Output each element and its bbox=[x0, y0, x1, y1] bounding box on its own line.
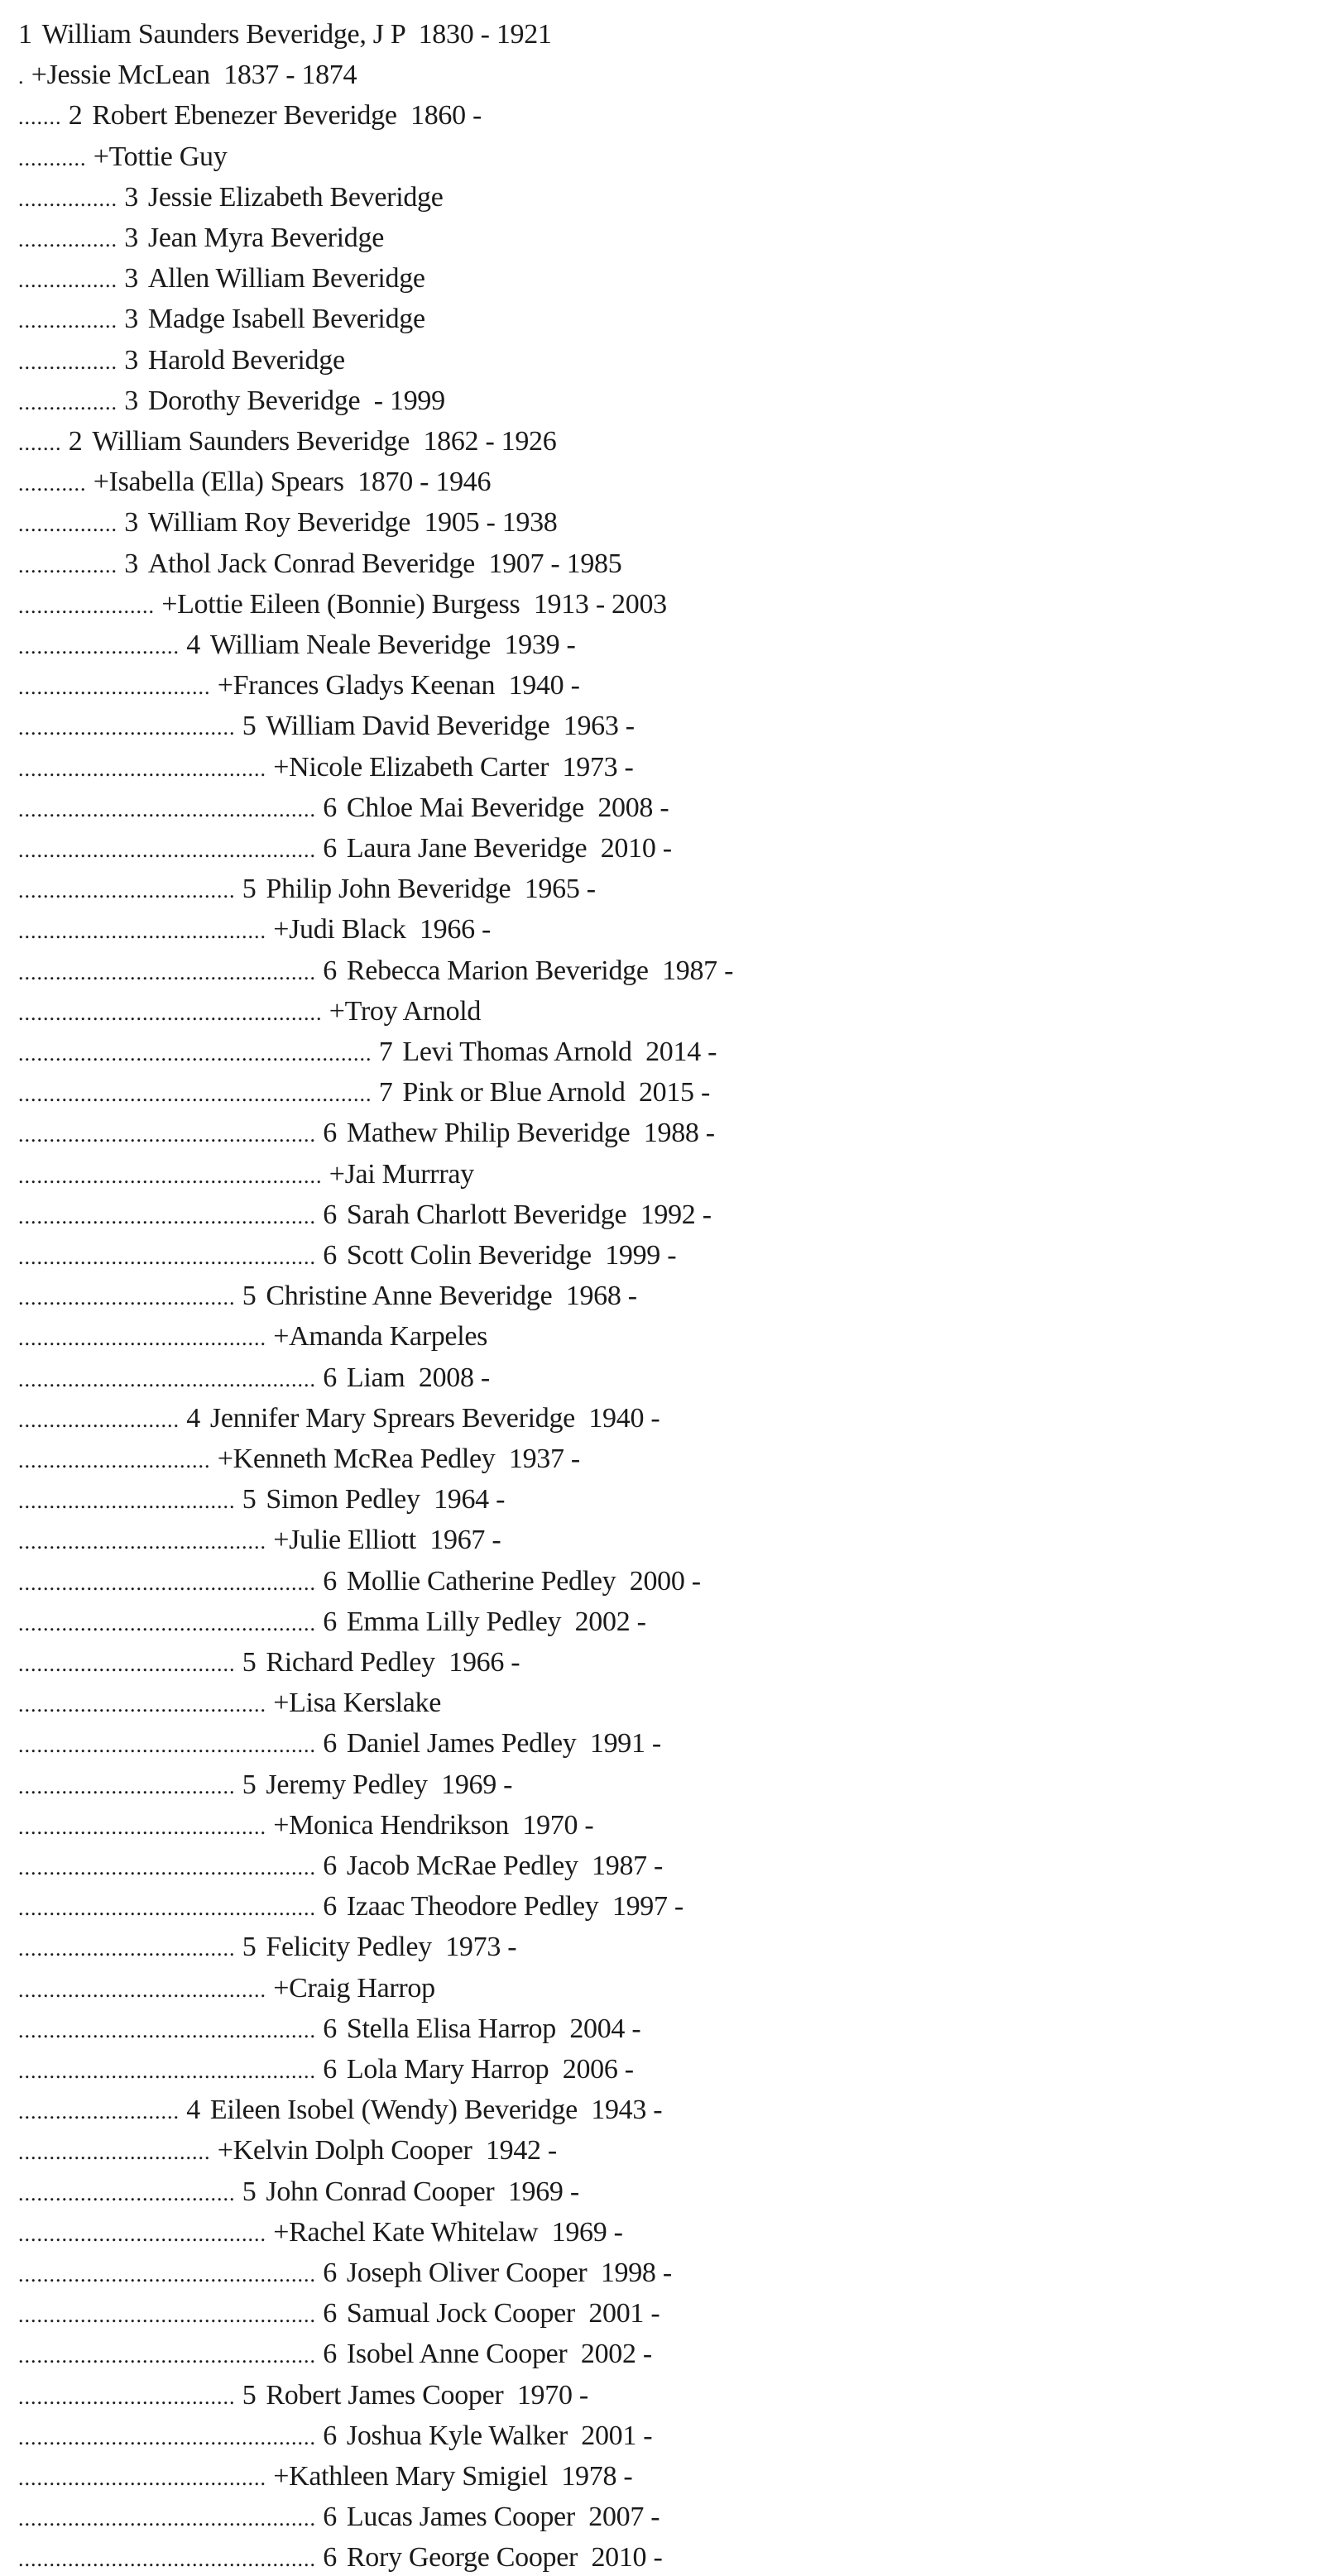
generation-number: 6 bbox=[323, 1851, 337, 1881]
indent-leader: ................ bbox=[18, 268, 118, 293]
person-name: Lucas James Cooper bbox=[346, 2502, 575, 2533]
indent-leader: ........................................ bbox=[18, 1693, 266, 1717]
person-entry bbox=[18, 1402, 660, 1435]
generation-number: 1 bbox=[18, 19, 32, 50]
indent-leader: ................................... bbox=[18, 1652, 236, 1676]
person-name: Sarah Charlott Beveridge bbox=[346, 1199, 627, 1230]
person-entry bbox=[18, 1565, 701, 1598]
life-dates: 1998 - bbox=[600, 2258, 672, 2288]
generation-number: 6 bbox=[323, 2298, 337, 2329]
indent-leader: ....... bbox=[18, 105, 62, 130]
person-name: Jeremy Pedley bbox=[266, 1769, 428, 1800]
person-entry bbox=[18, 181, 444, 214]
indent-leader: ................ bbox=[18, 512, 118, 537]
indent-leader: ................ bbox=[18, 186, 118, 211]
person-name: +Amanda Karpeles bbox=[273, 1321, 488, 1353]
generation-number: 4 bbox=[186, 630, 200, 660]
indent-leader: . bbox=[18, 65, 25, 89]
person-entry bbox=[18, 1076, 710, 1109]
generation-number: 2 bbox=[68, 426, 83, 457]
person-name: +Kelvin Dolph Cooper bbox=[217, 2135, 472, 2167]
indent-leader: ................................................ bbox=[18, 1896, 316, 1921]
person-entry bbox=[18, 262, 425, 295]
life-dates: 1837 - 1874 bbox=[223, 60, 357, 91]
generation-number: 4 bbox=[186, 1402, 200, 1434]
life-dates: 1988 - bbox=[643, 1118, 715, 1149]
indent-leader: ........................................ bbox=[18, 2221, 266, 2246]
person-name: Athol Jack Conrad Beveridge bbox=[147, 548, 475, 579]
generation-number: 3 bbox=[124, 507, 138, 539]
person-entry bbox=[18, 2094, 662, 2127]
person-name: +Frances Gladys Keenan bbox=[217, 670, 496, 701]
generation-number: 6 bbox=[323, 2054, 337, 2085]
person-name: +Craig Harrop bbox=[273, 1972, 435, 2004]
person-entry bbox=[18, 1036, 717, 1069]
indent-leader: ................................... bbox=[18, 1489, 236, 1514]
life-dates: 1969 - bbox=[551, 2216, 623, 2248]
person-name: Rebecca Marion Beveridge bbox=[346, 955, 649, 986]
indent-leader: ........................................ bbox=[18, 1326, 266, 1351]
person-entry bbox=[18, 385, 445, 418]
spouse-entry bbox=[18, 913, 491, 946]
person-name: +Troy Arnold bbox=[329, 995, 482, 1027]
generation-number: 3 bbox=[124, 181, 138, 213]
life-dates: 1940 - bbox=[508, 670, 580, 701]
indent-leader: ................................... bbox=[18, 879, 236, 903]
person-name: +Kathleen Mary Smigiel bbox=[273, 2461, 548, 2492]
indent-leader: ................................................. bbox=[18, 1163, 323, 1188]
indent-leader: ................................................ bbox=[18, 2018, 316, 2042]
generation-number: 6 bbox=[323, 2420, 337, 2451]
generation-number: 5 bbox=[242, 2379, 257, 2411]
life-dates: 1967 - bbox=[429, 1525, 501, 1556]
indent-leader: ................ bbox=[18, 309, 118, 333]
person-name: Robert Ebenezer Beveridge bbox=[92, 100, 397, 132]
spouse-entry bbox=[18, 669, 580, 702]
person-name: +Tottie Guy bbox=[93, 141, 228, 172]
spouse-entry bbox=[18, 1687, 441, 1720]
life-dates: 1968 - bbox=[565, 1281, 637, 1312]
person-name: Emma Lilly Pedley bbox=[346, 1606, 562, 1637]
spouse-entry bbox=[18, 59, 357, 92]
person-entry bbox=[18, 629, 576, 662]
life-dates: - 1999 bbox=[373, 385, 445, 416]
person-name: +Julie Elliott bbox=[273, 1525, 416, 1556]
person-name: Jacob McRae Pedley bbox=[346, 1851, 578, 1881]
person-entry bbox=[18, 1850, 663, 1883]
life-dates: 1830 - 1921 bbox=[418, 19, 552, 50]
person-name: +Kenneth McRea Pedley bbox=[217, 1444, 496, 1474]
life-dates: 2001 - bbox=[588, 2298, 660, 2329]
life-dates: 1969 - bbox=[441, 1769, 513, 1800]
person-entry bbox=[18, 1199, 712, 1232]
indent-leader: ................................................ bbox=[18, 1367, 316, 1391]
indent-leader: ................................................ bbox=[18, 1733, 316, 1758]
person-entry bbox=[18, 1280, 637, 1313]
spouse-entry bbox=[18, 1972, 435, 2005]
person-name: +Lisa Kerslake bbox=[273, 1688, 442, 1719]
life-dates: 2002 - bbox=[580, 2339, 652, 2370]
life-dates: 2015 - bbox=[638, 1077, 710, 1108]
person-name: Liam bbox=[346, 1362, 405, 1393]
indent-leader: ........................................ bbox=[18, 1814, 266, 1839]
person-name: William David Beveridge bbox=[266, 711, 550, 742]
generation-number: 3 bbox=[124, 385, 138, 416]
indent-leader: ............................... bbox=[18, 675, 211, 700]
person-name: Jennifer Mary Sprears Beveridge bbox=[209, 1402, 575, 1434]
person-entry bbox=[18, 873, 596, 906]
indent-leader: ........... bbox=[18, 146, 87, 170]
generation-number: 5 bbox=[242, 874, 257, 905]
life-dates: 2008 - bbox=[597, 792, 669, 823]
person-name: Robert James Cooper bbox=[266, 2379, 504, 2411]
indent-leader: ................................... bbox=[18, 1937, 236, 1961]
life-dates: 1966 - bbox=[448, 1647, 520, 1678]
person-name: Christine Anne Beveridge bbox=[266, 1281, 553, 1312]
generation-number: 3 bbox=[124, 548, 138, 579]
life-dates: 1963 - bbox=[563, 711, 635, 742]
person-name: Rory George Cooper bbox=[346, 2542, 578, 2574]
person-entry bbox=[18, 2379, 588, 2412]
life-dates: 2000 - bbox=[629, 1565, 701, 1597]
person-name: Simon Pedley bbox=[266, 1484, 420, 1515]
person-name: +Monica Hendrikson bbox=[273, 1809, 509, 1841]
indent-leader: ................................... bbox=[18, 2181, 236, 2205]
life-dates: 1978 - bbox=[561, 2461, 633, 2492]
spouse-entry bbox=[18, 995, 481, 1028]
generation-number: 6 bbox=[323, 833, 337, 864]
person-entry bbox=[18, 710, 635, 743]
indent-leader: ........................................ bbox=[18, 1530, 266, 1554]
life-dates: 1973 - bbox=[562, 751, 634, 783]
person-name: William Saunders Beveridge bbox=[92, 426, 410, 457]
life-dates: 1862 - 1926 bbox=[423, 426, 557, 457]
person-name: Joshua Kyle Walker bbox=[346, 2420, 568, 2451]
life-dates: 1987 - bbox=[662, 955, 734, 986]
indent-leader: ....... bbox=[18, 431, 62, 455]
person-entry bbox=[18, 1117, 715, 1150]
person-entry bbox=[18, 506, 558, 539]
spouse-entry bbox=[18, 1443, 580, 1476]
life-dates: 1913 - 2003 bbox=[533, 588, 667, 620]
generation-number: 6 bbox=[323, 2502, 337, 2533]
person-entry bbox=[18, 1483, 505, 1516]
generation-number: 7 bbox=[378, 1077, 393, 1108]
indent-leader: ................................................ bbox=[18, 838, 316, 862]
person-name: Pink or Blue Arnold bbox=[402, 1077, 626, 1108]
indent-leader: ................................................ bbox=[18, 1204, 316, 1228]
indent-leader: ................................................ bbox=[18, 1123, 316, 1147]
indent-leader: ......................................................... bbox=[18, 1041, 372, 1065]
person-entry bbox=[18, 303, 425, 336]
person-entry bbox=[18, 425, 556, 458]
person-name: Mollie Catherine Pedley bbox=[346, 1565, 616, 1597]
indent-leader: ................................... bbox=[18, 716, 236, 740]
life-dates: 1939 - bbox=[504, 630, 576, 660]
life-dates: 1965 - bbox=[524, 874, 596, 905]
person-name: William Saunders Beveridge, J P bbox=[41, 19, 405, 50]
indent-leader: .......................... bbox=[18, 634, 180, 658]
generation-number: 6 bbox=[323, 955, 337, 986]
life-dates: 1907 - 1985 bbox=[488, 548, 622, 579]
indent-leader: ................................................ bbox=[18, 1855, 316, 1879]
person-entry bbox=[18, 1646, 520, 1679]
generation-number: 6 bbox=[323, 1606, 337, 1637]
person-name: Laura Jane Beveridge bbox=[346, 833, 588, 864]
generation-number: 5 bbox=[242, 1281, 257, 1312]
indent-leader: ................................................ bbox=[18, 2547, 316, 2572]
spouse-entry bbox=[18, 2216, 623, 2249]
generation-number: 6 bbox=[323, 792, 337, 823]
indent-leader: ............................... bbox=[18, 1448, 211, 1472]
spouse-entry bbox=[18, 2134, 557, 2167]
person-entry bbox=[18, 1362, 490, 1395]
person-name: Daniel James Pedley bbox=[346, 1728, 577, 1760]
spouse-entry bbox=[18, 2460, 632, 2493]
person-entry bbox=[18, 2541, 662, 2574]
generation-number: 6 bbox=[323, 1565, 337, 1597]
indent-leader: ................ bbox=[18, 227, 118, 251]
person-name: Levi Thomas Arnold bbox=[402, 1037, 632, 1067]
person-entry bbox=[18, 1890, 683, 1923]
person-entry bbox=[18, 548, 621, 581]
indent-leader: ................................................ bbox=[18, 2507, 316, 2531]
person-name: Chloe Mai Beveridge bbox=[346, 792, 584, 823]
generation-number: 5 bbox=[242, 1647, 257, 1678]
life-dates: 1991 - bbox=[589, 1728, 661, 1760]
person-name: Allen William Beveridge bbox=[147, 263, 425, 294]
person-entry bbox=[18, 792, 669, 825]
life-dates: 2004 - bbox=[569, 2013, 641, 2044]
person-name: William Roy Beveridge bbox=[147, 507, 411, 539]
life-dates: 2006 - bbox=[562, 2054, 634, 2085]
person-entry bbox=[18, 222, 384, 255]
life-dates: 2001 - bbox=[581, 2420, 653, 2451]
spouse-entry bbox=[18, 588, 667, 621]
indent-leader: ................................................ bbox=[18, 1611, 316, 1635]
person-name: +Judi Black bbox=[273, 914, 406, 946]
generation-number: 3 bbox=[124, 263, 138, 294]
life-dates: 1970 - bbox=[522, 1809, 594, 1841]
life-dates: 1860 - bbox=[410, 100, 482, 132]
person-name: +Lottie Eileen (Bonnie) Burgess bbox=[161, 588, 520, 620]
person-name: Joseph Oliver Cooper bbox=[346, 2258, 588, 2288]
indent-leader: ................................... bbox=[18, 1774, 236, 1798]
indent-leader: ................ bbox=[18, 553, 118, 577]
person-name: Isobel Anne Cooper bbox=[346, 2339, 568, 2370]
life-dates: 2008 - bbox=[418, 1362, 490, 1393]
spouse-entry bbox=[18, 1320, 487, 1353]
person-name: +Isabella (Ella) Spears bbox=[93, 467, 344, 498]
indent-leader: ................................................ bbox=[18, 2059, 316, 2083]
person-entry bbox=[18, 2297, 660, 2330]
indent-leader: ........... bbox=[18, 472, 87, 496]
person-entry bbox=[18, 1606, 646, 1639]
person-name: Scott Colin Beveridge bbox=[346, 1240, 592, 1271]
person-entry bbox=[18, 2338, 652, 2371]
person-name: Philip John Beveridge bbox=[266, 874, 511, 905]
generation-number: 5 bbox=[242, 1769, 257, 1800]
indent-leader: .......................... bbox=[18, 1407, 180, 1432]
person-name: Madge Isabell Beveridge bbox=[147, 304, 425, 335]
spouse-entry bbox=[18, 141, 227, 174]
person-entry bbox=[18, 2501, 660, 2534]
indent-leader: ...................... bbox=[18, 593, 155, 618]
person-name: Felicity Pedley bbox=[266, 1932, 432, 1963]
spouse-entry bbox=[18, 751, 634, 784]
life-dates: 1940 - bbox=[588, 1402, 660, 1434]
person-entry bbox=[18, 2257, 672, 2290]
indent-leader: ................................................ bbox=[18, 2303, 316, 2328]
indent-leader: ................................................ bbox=[18, 2262, 316, 2286]
person-name: William Neale Beveridge bbox=[209, 630, 492, 660]
person-name: +Jessie McLean bbox=[31, 60, 210, 91]
person-name: +Jai Murrray bbox=[329, 1158, 474, 1190]
generation-number: 6 bbox=[323, 2542, 337, 2574]
person-name: John Conrad Cooper bbox=[266, 2176, 495, 2207]
person-name: Harold Beveridge bbox=[147, 344, 345, 376]
person-name: Izaac Theodore Pedley bbox=[346, 1891, 599, 1922]
indent-leader: ................................... bbox=[18, 1286, 236, 1310]
generation-number: 3 bbox=[124, 223, 138, 253]
generation-number: 6 bbox=[323, 1118, 337, 1149]
person-entry bbox=[18, 1239, 676, 1272]
spouse-entry bbox=[18, 1524, 501, 1557]
person-name: Stella Elisa Harrop bbox=[346, 2013, 556, 2044]
person-entry bbox=[18, 832, 672, 865]
life-dates: 1987 - bbox=[592, 1851, 664, 1881]
life-dates: 1905 - 1938 bbox=[424, 507, 558, 539]
generation-number: 2 bbox=[68, 100, 83, 132]
generation-number: 3 bbox=[124, 344, 138, 376]
generation-number: 6 bbox=[323, 1362, 337, 1393]
indent-leader: ........................................ bbox=[18, 756, 266, 781]
person-entry bbox=[18, 2013, 640, 2046]
person-name: Eileen Isobel (Wendy) Beveridge bbox=[209, 2095, 578, 2126]
generation-number: 5 bbox=[242, 1484, 257, 1515]
spouse-entry bbox=[18, 1158, 474, 1191]
indent-leader: ................ bbox=[18, 390, 118, 414]
person-entry bbox=[18, 344, 345, 377]
indent-leader: ............................... bbox=[18, 2140, 211, 2165]
person-name: Richard Pedley bbox=[266, 1647, 435, 1678]
person-entry bbox=[18, 2176, 579, 2209]
person-name: Samual Jock Cooper bbox=[346, 2298, 575, 2329]
indent-leader: ................................................ bbox=[18, 797, 316, 821]
generation-number: 7 bbox=[378, 1037, 393, 1067]
person-name: Dorothy Beveridge bbox=[147, 385, 361, 416]
generation-number: 6 bbox=[323, 1240, 337, 1271]
person-entry bbox=[18, 18, 552, 51]
person-name: Jessie Elizabeth Beveridge bbox=[147, 181, 444, 213]
life-dates: 1943 - bbox=[591, 2095, 663, 2126]
generation-number: 5 bbox=[242, 2176, 257, 2207]
indent-leader: ........................................ bbox=[18, 919, 266, 944]
person-name: Mathew Philip Beveridge bbox=[346, 1118, 631, 1149]
indent-leader: .......................... bbox=[18, 2100, 180, 2124]
person-name: +Nicole Elizabeth Carter bbox=[273, 751, 549, 783]
life-dates: 1964 - bbox=[434, 1484, 506, 1515]
person-name: +Rachel Kate Whitelaw bbox=[273, 2216, 539, 2248]
life-dates: 2014 - bbox=[645, 1037, 717, 1067]
generation-number: 6 bbox=[323, 1891, 337, 1922]
life-dates: 2010 - bbox=[600, 833, 672, 864]
generation-number: 6 bbox=[323, 1728, 337, 1760]
life-dates: 1970 - bbox=[516, 2379, 588, 2411]
person-entry bbox=[18, 1727, 661, 1760]
life-dates: 1969 - bbox=[507, 2176, 579, 2207]
indent-leader: ................ bbox=[18, 349, 118, 374]
person-entry bbox=[18, 2420, 652, 2453]
indent-leader: ................................................ bbox=[18, 2425, 316, 2449]
generation-number: 3 bbox=[124, 304, 138, 335]
indent-leader: ........................................ bbox=[18, 1977, 266, 2002]
generation-number: 6 bbox=[323, 2339, 337, 2370]
generation-number: 4 bbox=[186, 2095, 200, 2126]
life-dates: 1973 - bbox=[445, 1932, 517, 1963]
life-dates: 1937 - bbox=[508, 1444, 580, 1474]
generation-number: 5 bbox=[242, 711, 257, 742]
life-dates: 1870 - 1946 bbox=[357, 467, 492, 498]
life-dates: 1992 - bbox=[640, 1199, 712, 1230]
indent-leader: ........................................ bbox=[18, 2466, 266, 2490]
indent-leader: ................................................ bbox=[18, 2344, 316, 2368]
person-entry bbox=[18, 1769, 512, 1802]
person-name: Lola Mary Harrop bbox=[346, 2054, 549, 2085]
indent-leader: ......................................................... bbox=[18, 1082, 372, 1107]
life-dates: 1966 - bbox=[419, 914, 491, 946]
person-entry bbox=[18, 2053, 634, 2086]
spouse-entry bbox=[18, 1809, 593, 1842]
indent-leader: ................................................ bbox=[18, 1570, 316, 1595]
indent-leader: ................................................ bbox=[18, 960, 316, 984]
person-name: Jean Myra Beveridge bbox=[147, 223, 384, 253]
indent-leader: ................................................ bbox=[18, 1245, 316, 1269]
person-entry bbox=[18, 99, 482, 132]
indent-leader: ................................... bbox=[18, 2384, 236, 2409]
life-dates: 2010 - bbox=[591, 2542, 663, 2574]
life-dates: 2002 - bbox=[574, 1606, 646, 1637]
person-entry bbox=[18, 1931, 516, 1964]
spouse-entry bbox=[18, 466, 491, 499]
generation-number: 5 bbox=[242, 1932, 257, 1963]
generation-number: 6 bbox=[323, 2013, 337, 2044]
life-dates: 2007 - bbox=[588, 2502, 660, 2533]
life-dates: 1999 - bbox=[605, 1240, 677, 1271]
life-dates: 1997 - bbox=[612, 1891, 683, 1922]
person-entry bbox=[18, 955, 733, 988]
generation-number: 6 bbox=[323, 1199, 337, 1230]
life-dates: 1942 - bbox=[485, 2135, 557, 2167]
indent-leader: ................................................. bbox=[18, 1000, 323, 1025]
generation-number: 6 bbox=[323, 2258, 337, 2288]
